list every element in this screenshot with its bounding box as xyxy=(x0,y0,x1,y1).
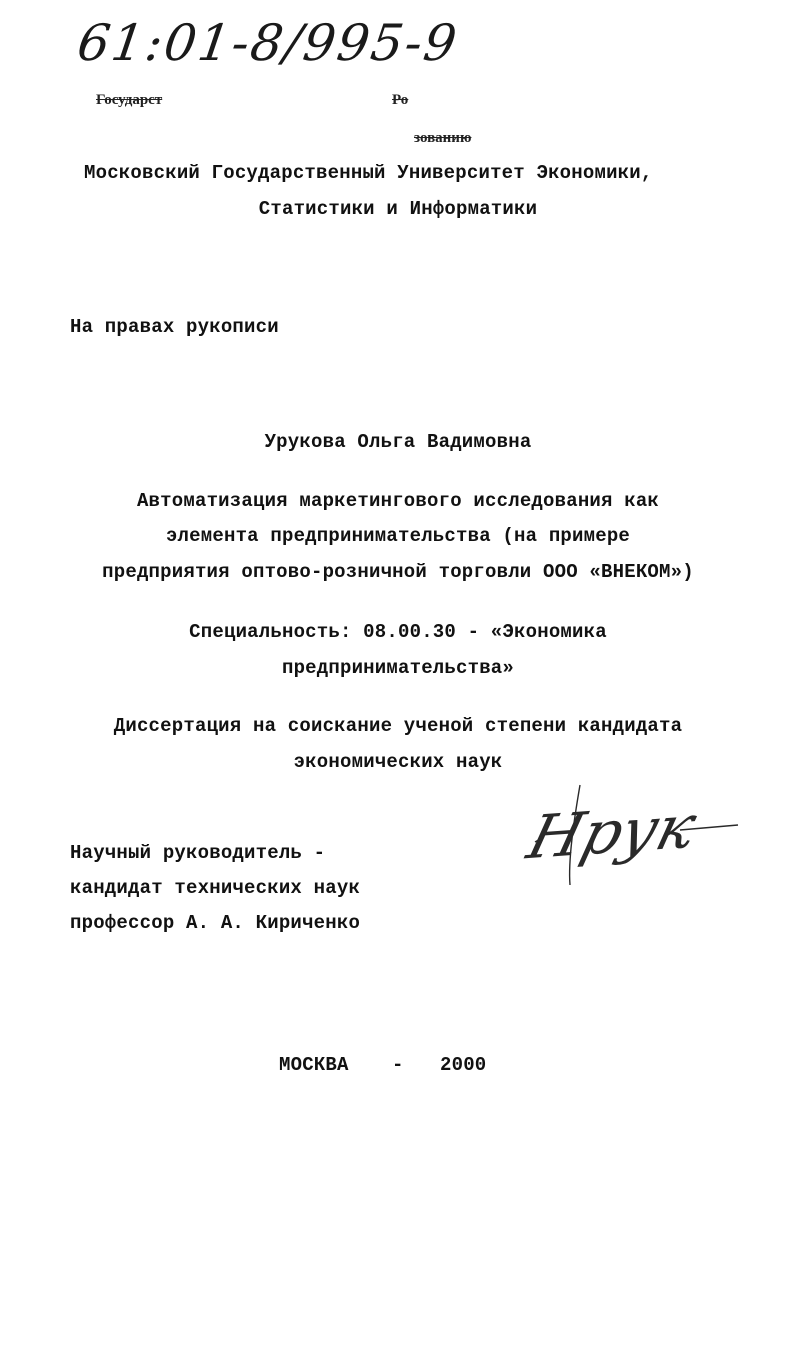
footer-dash: - xyxy=(392,1054,404,1076)
catalog-number: 61:01-8/995-9 xyxy=(73,14,462,72)
institution-line-2: Статистики и Информатики xyxy=(258,198,538,220)
signature-stroke xyxy=(530,780,740,895)
struck-stamp-right: Ро xyxy=(392,92,409,108)
specialty-line-1: Специальность: 08.00.30 - «Экономика xyxy=(189,621,607,643)
supervisor-line-1: Научный руководитель - xyxy=(70,842,326,864)
signature xyxy=(520,780,740,895)
title-line-1: Автоматизация маркетингового исследования как xyxy=(136,490,660,512)
rights-note: На правах рукописи xyxy=(70,316,279,338)
degree-line-1: Диссертация на соискание ученой степени кандидата xyxy=(113,715,683,737)
footer-year: 2000 xyxy=(440,1054,487,1076)
author-name: Урукова Ольга Вадимовна xyxy=(264,431,532,453)
footer-city: МОСКВА xyxy=(279,1054,349,1076)
supervisor-line-3: профессор А. А. Кириченко xyxy=(70,912,361,934)
supervisor-line-2: кандидат технических наук xyxy=(70,877,361,899)
degree-line-2: экономических наук xyxy=(293,751,503,773)
struck-stamp-line: зованию xyxy=(414,130,472,146)
title-line-2: элемента предпринимательства (на примере xyxy=(165,525,631,547)
specialty-line-2: предпринимательства» xyxy=(281,657,515,679)
title-line-3: предприятия оптово-розничной торговли ООО «ВНЕКОМ») xyxy=(102,561,694,583)
struck-stamp-left: Государст xyxy=(96,92,163,108)
institution-line-1: Московский Государственный Университет Экономики, xyxy=(84,162,653,184)
signature-word: Нрук xyxy=(520,792,704,874)
